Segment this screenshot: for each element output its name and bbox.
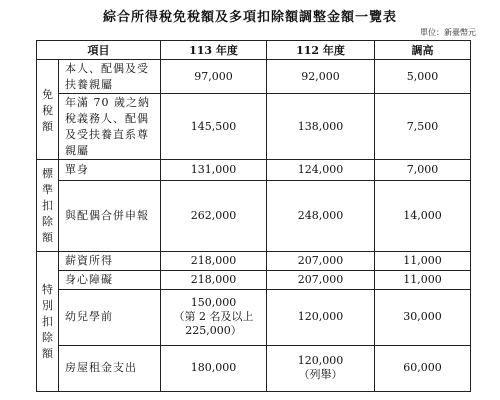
value-adjust: 60,000 — [375, 345, 471, 391]
header-113: 113 年度 — [161, 41, 267, 60]
value-adjust: 7,500 — [375, 94, 471, 160]
value-adjust: 11,000 — [375, 251, 471, 270]
table-row — [37, 60, 471, 94]
category-standard-deduction: 標 準 扣 除 額 — [37, 160, 59, 251]
value-112: 92,000 — [267, 60, 375, 94]
value-adjust: 30,000 — [375, 289, 471, 345]
row-item: 幼兒學前 — [59, 289, 161, 345]
row-item: 單身 — [59, 160, 161, 181]
table-row — [37, 251, 471, 270]
value-113: 218,000 — [161, 270, 267, 289]
unit-label: 單位：新臺幣元 — [420, 28, 476, 37]
header-row — [37, 41, 471, 60]
row-item: 房屋租金支出 — [59, 345, 161, 391]
value-112: 120,000 — [267, 289, 375, 345]
value-adjust: 7,000 — [375, 160, 471, 181]
tax-table — [36, 40, 471, 392]
document-title: 綜合所得稅免稅額及多項扣除額調整金額一覽表 — [102, 10, 397, 25]
category-special-deduction: 特 別 扣 除 額 — [37, 251, 59, 391]
value-adjust: 5,000 — [375, 60, 471, 94]
header-112: 112 年度 — [267, 41, 375, 60]
value-113: 262,000 — [161, 181, 267, 251]
value-113: 218,000 — [161, 251, 267, 270]
table-row — [37, 181, 471, 251]
value-112: 248,000 — [267, 181, 375, 251]
row-item: 與配偶合併申報 — [59, 181, 161, 251]
value-112: 207,000 — [267, 251, 375, 270]
table-row — [37, 345, 471, 391]
value-113: 97,000 — [161, 60, 267, 94]
value-112: 120,000 （列舉） — [267, 345, 375, 391]
header-adjust: 調高 — [375, 41, 471, 60]
row-item: 本人、配偶及受扶養親屬 — [59, 60, 161, 94]
table-row — [37, 160, 471, 181]
value-113: 150,000 （第 2 名及以上 225,000） — [161, 289, 267, 345]
table-row — [37, 289, 471, 345]
value-113: 131,000 — [161, 160, 267, 181]
table-row — [37, 270, 471, 289]
value-113: 145,500 — [161, 94, 267, 160]
value-113: 180,000 — [161, 345, 267, 391]
value-adjust: 11,000 — [375, 270, 471, 289]
row-item: 薪資所得 — [59, 251, 161, 270]
category-exemption: 免 稅 額 — [37, 60, 59, 160]
value-112: 138,000 — [267, 94, 375, 160]
row-item: 年滿 70 歲之納稅義務人、配偶及受扶養直系尊親屬 — [59, 94, 161, 160]
value-adjust: 14,000 — [375, 181, 471, 251]
value-112: 207,000 — [267, 270, 375, 289]
table-row — [37, 94, 471, 160]
value-112: 124,000 — [267, 160, 375, 181]
row-item: 身心障礙 — [59, 270, 161, 289]
header-item: 項目 — [37, 41, 161, 60]
